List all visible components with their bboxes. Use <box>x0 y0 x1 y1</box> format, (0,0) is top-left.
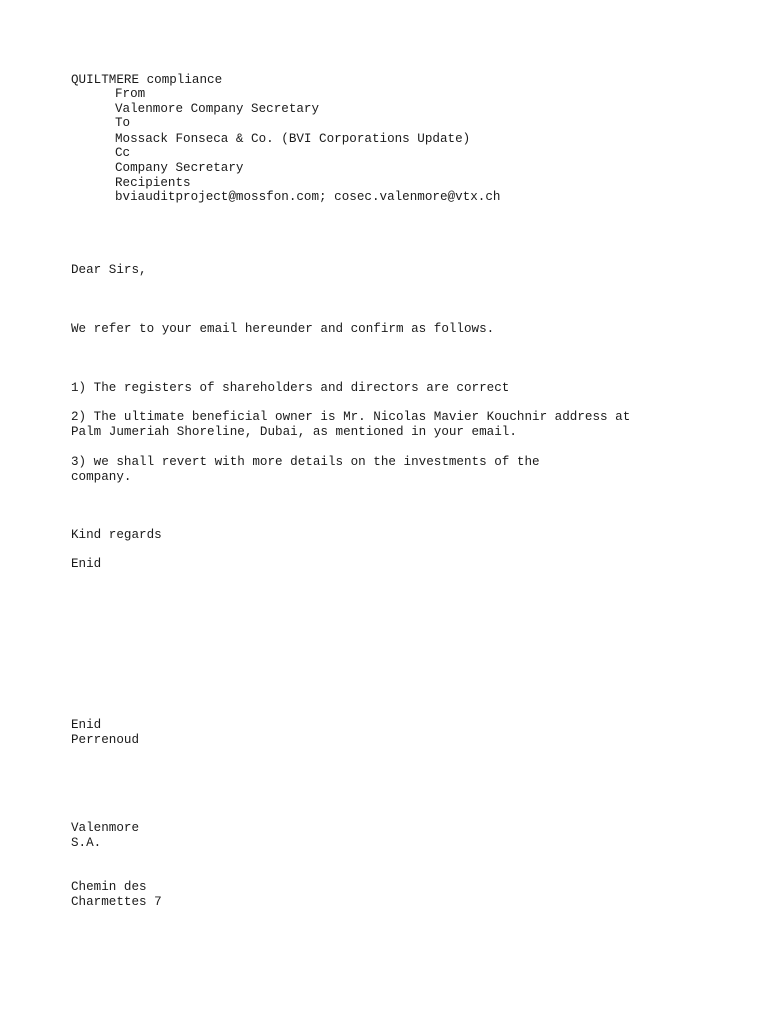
signature-company-line-1: Valenmore <box>71 821 140 835</box>
signature-address-line-2: Charmettes 7 <box>71 895 162 909</box>
closing: Kind regards <box>71 528 162 542</box>
intro-paragraph: We refer to your email hereunder and confirm as follows. <box>71 322 495 336</box>
recipients-value: bviauditproject@mossfon.com; cosec.valenmore@vtx.ch <box>115 190 501 204</box>
point-1: 1) The registers of shareholders and directors are correct <box>71 381 510 395</box>
signature-last-name: Perrenoud <box>71 733 140 747</box>
signoff-name: Enid <box>71 557 102 571</box>
email-subject: QUILTMERE compliance <box>71 73 223 87</box>
from-value: Valenmore Company Secretary <box>115 102 320 116</box>
signature-first-name: Enid <box>71 718 102 732</box>
signature-address-line-1: Chemin des <box>71 880 147 894</box>
point-3-line-2: company. <box>71 470 132 484</box>
point-3-line-1: 3) we shall revert with more details on the investments of the <box>71 455 540 469</box>
salutation: Dear Sirs, <box>71 263 147 277</box>
recipients-label: Recipients <box>115 176 191 190</box>
from-label: From <box>115 87 146 101</box>
cc-value: Company Secretary <box>115 161 244 175</box>
to-label: To <box>115 116 131 130</box>
point-2-line-1: 2) The ultimate beneficial owner is Mr. Nicolas Mavier Kouchnir address at <box>71 410 631 424</box>
signature-company-line-2: S.A. <box>71 836 102 850</box>
to-value: Mossack Fonseca & Co. (BVI Corporations Update) <box>115 132 471 146</box>
point-2-line-2: Palm Jumeriah Shoreline, Dubai, as mentioned in your email. <box>71 425 517 439</box>
cc-label: Cc <box>115 146 131 160</box>
